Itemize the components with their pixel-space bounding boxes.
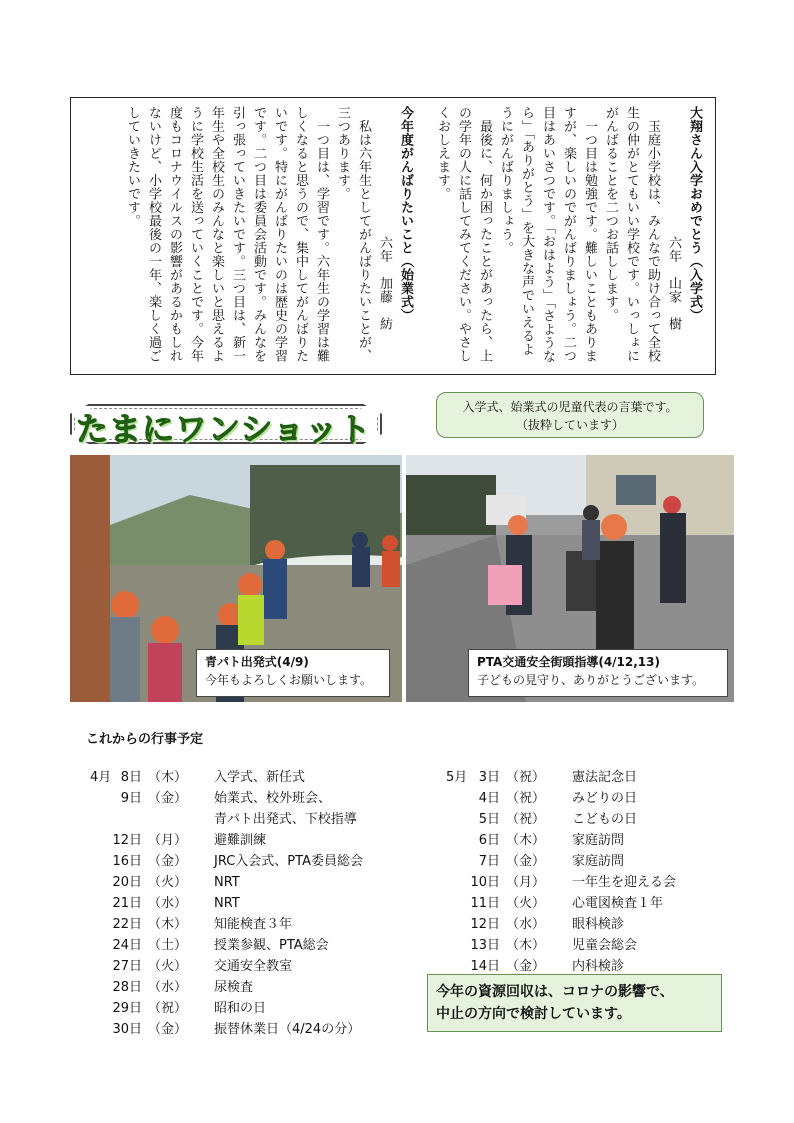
schedule-dow: （火） <box>148 875 188 890</box>
schedule-may <box>444 768 744 978</box>
schedule-day: 10日 <box>470 875 500 890</box>
schedule-dow: （月） <box>148 833 188 848</box>
schedule-day: 12日 <box>112 833 142 848</box>
schedule-event: NRT <box>214 896 240 911</box>
schedule-event: 始業式、校外班会、 <box>214 791 332 806</box>
schedule-event: 心電図検査１年 <box>572 896 664 911</box>
callout-line: 入学式、始業式の児童代表の言葉です。 <box>462 400 678 414</box>
caption-title: PTA交通安全街頭指導(4/12,13) <box>477 655 660 669</box>
photo-caption-1 <box>196 649 390 697</box>
speech2-title: 今年度がんばりたいこと（始業式） <box>398 106 413 322</box>
schedule-day: 21日 <box>112 896 142 911</box>
schedule-dow: （水） <box>506 917 546 932</box>
schedule-day: 27日 <box>112 959 142 974</box>
schedule-event: 児童会総会 <box>572 938 638 953</box>
schedule-dow: （木） <box>506 938 546 953</box>
schedule-event: 青パト出発式、下校指導 <box>214 812 357 827</box>
notice-line: 中止の方向で検討しています。 <box>436 1006 631 1022</box>
speech2-paragraph: 一つ目は、学習です。六年生の学習は難しくなると思うので、集中してがんばりたいです。特にがんばりたいのは歴史の学習です。二つ目は委員会活動です。みんなを引っ張っていきたいです。三つ目は、新一年生や全校生のみんなと楽しいと思えるように学校生活を送っていくことです。今年度もコロナウイルスの影響があるかもしれないけど、小学校最後の一年、楽しく過ごしていきたいです。 <box>125 106 329 363</box>
schedule-dow: （金） <box>506 854 546 869</box>
schedule-event: 交通安全教室 <box>214 959 293 974</box>
schedule-dow: （土） <box>148 938 188 953</box>
speech1-paragraph: 玉庭小学校は、みんなで助け合って全校生の仲がとてもいい学校です。いっしょにがんばることを二つお話しします。 <box>603 106 660 363</box>
schedule-day: 3日 <box>478 770 500 785</box>
schedule-dow: （水） <box>148 980 188 995</box>
notice-line: 今年の資源回収は、コロナの影響で、 <box>436 984 674 1000</box>
schedule-day: 30日 <box>112 1022 142 1037</box>
schedule-day: 11日 <box>470 896 500 911</box>
schedule-event: みどりの日 <box>572 791 638 806</box>
callout-note <box>436 392 704 438</box>
speech1-author: 六年 山家 樹 <box>666 236 681 331</box>
schedule-day: 22日 <box>112 917 142 932</box>
speech1-paragraph: 一つ目は勉強です。難しいこともありますが、楽しいのでがんばりましょう。二つ目はあいさつです。「おはよう」「さようなら」「ありがとう」を大きな声でいえるようにがんばりましょう。 <box>498 106 597 363</box>
schedule-day: 13日 <box>470 938 500 953</box>
schedule-event: NRT <box>214 875 240 890</box>
schedule-event: 一年生を迎える会 <box>572 875 677 890</box>
speech1-paragraph: 最後に、何か困ったことがあったら、上の学年の人に話してみてください。やさしくおしえます。 <box>435 106 492 363</box>
speech2-author: 六年 加藤 紡 <box>377 236 392 331</box>
schedule-april <box>86 768 406 1038</box>
schedule-dow: （金） <box>148 1022 188 1037</box>
schedule-day: 20日 <box>112 875 142 890</box>
schedule-day: 12日 <box>470 917 500 932</box>
schedule-event: 昭和の日 <box>214 1001 267 1016</box>
schedule-day: 28日 <box>112 980 142 995</box>
photo-caption-2 <box>468 649 728 697</box>
schedule-dow: （木） <box>148 770 188 785</box>
schedule-dow: （金） <box>148 854 188 869</box>
schedule-event: 家庭訪問 <box>572 833 625 848</box>
schedule-day: 8日 <box>120 770 142 785</box>
caption-text: 今年もよろしくお願いします。 <box>205 673 373 687</box>
schedule-dow: （水） <box>148 896 188 911</box>
schedule-event: 家庭訪問 <box>572 854 625 869</box>
schedule-day: 14日 <box>470 959 500 974</box>
schedule-dow: （木） <box>148 917 188 932</box>
schedule-event: 眼科検診 <box>572 917 625 932</box>
schedule-event: 振替休業日（4/24の分） <box>214 1022 361 1037</box>
speech2-paragraph: 私は六年生としてがんばりたいことが、三つあります。 <box>335 106 371 363</box>
schedule-day: 7日 <box>478 854 500 869</box>
schedule-event: 憲法記念日 <box>572 770 638 785</box>
callout-line: （抜粋しています） <box>515 418 624 432</box>
schedule-dow: （祝） <box>148 1001 188 1016</box>
schedule-event: こどもの日 <box>572 812 638 827</box>
schedule-dow: （金） <box>148 791 188 806</box>
schedule-event: 尿検査 <box>214 980 254 995</box>
schedule-dow: （祝） <box>506 812 546 827</box>
schedule-day: 16日 <box>112 854 142 869</box>
schedule-day: 24日 <box>112 938 142 953</box>
schedule-day: 6日 <box>478 833 500 848</box>
schedule-event: 授業参観、PTA総会 <box>214 938 329 953</box>
schedule-day: 5日 <box>478 812 500 827</box>
schedule-dow: （火） <box>148 959 188 974</box>
caption-title: 青パト出発式(4/9) <box>205 655 309 669</box>
speech1-title: 大翔さん入学おめでとう（入学式） <box>687 106 702 322</box>
schedule-dow: （木） <box>506 833 546 848</box>
schedule-dow: （金） <box>506 959 546 974</box>
speech-vertical-text <box>79 106 705 368</box>
schedule-dow: （火） <box>506 896 546 911</box>
schedule-event: 内科検診 <box>572 959 625 974</box>
schedule-month: 4月 <box>90 770 112 785</box>
schedule-event: 入学式、新任式 <box>214 770 306 785</box>
schedule-event: 避難訓練 <box>214 833 267 848</box>
speech-box <box>70 97 716 375</box>
schedule-event: JRC入会式、PTA委員総会 <box>214 854 363 869</box>
schedule-month: 5月 <box>446 770 468 785</box>
schedule-event: 知能検査３年 <box>214 917 293 932</box>
schedule-day: 4日 <box>478 791 500 806</box>
schedule-dow: （月） <box>506 875 546 890</box>
schedule-dow: （祝） <box>506 791 546 806</box>
schedule-dow: （祝） <box>506 770 546 785</box>
caption-text: 子どもの見守り、ありがとうございます。 <box>477 673 705 687</box>
banner-title: たまにワンショット <box>76 410 372 448</box>
schedule-title: これからの行事予定 <box>86 732 204 747</box>
schedule-day: 29日 <box>112 1001 142 1016</box>
schedule-day: 9日 <box>120 791 142 806</box>
recycling-notice <box>427 974 722 1032</box>
